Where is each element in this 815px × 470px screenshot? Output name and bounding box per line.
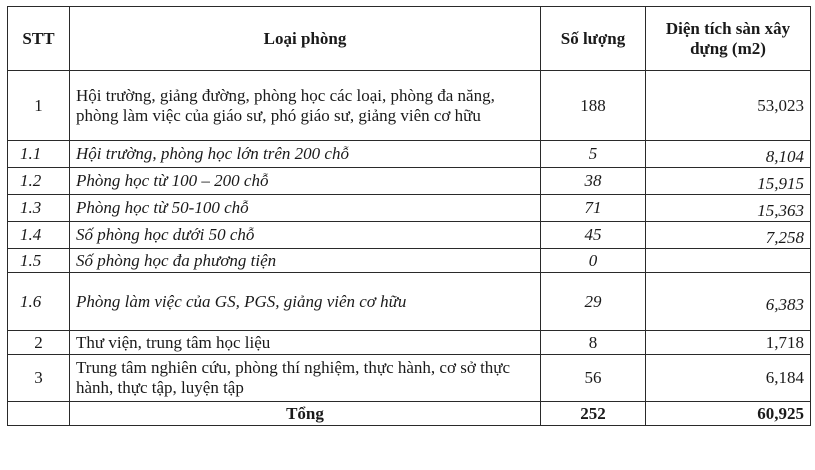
row-room-type: Hội trường, giảng đường, phòng học các loại, phòng đa năng, phòng làm việc của giáo sư, phó giáo sư, giảng viên cơ hữu (70, 71, 541, 141)
header-room-type: Loại phòng (70, 7, 541, 71)
row-stt: 1 (8, 71, 70, 141)
row-room-type: Hội trường, phòng học lớn trên 200 chỗ (70, 141, 541, 168)
row-stt: 1.3 (8, 195, 70, 222)
row-floor-area: 15,363 (646, 195, 811, 222)
row-quantity: 188 (541, 71, 646, 141)
row-room-type: Phòng học từ 100 – 200 chỗ (70, 168, 541, 195)
row-room-type: Số phòng học dưới 50 chỗ (70, 222, 541, 249)
row-floor-area: 53,023 (646, 71, 811, 141)
row-floor-area: 6,383 (646, 273, 811, 331)
row-room-type: Phòng làm việc của GS, PGS, giảng viên cơ hữu (70, 273, 541, 331)
table-row (8, 71, 811, 141)
total-floor-area: 60,925 (646, 402, 811, 426)
row-quantity: 5 (541, 141, 646, 168)
row-floor-area (646, 249, 811, 273)
row-quantity: 8 (541, 331, 646, 355)
facilities-table (7, 6, 811, 426)
row-stt: 1.6 (8, 273, 70, 331)
header-stt: STT (8, 7, 70, 71)
row-room-type: Thư viện, trung tâm học liệu (70, 331, 541, 355)
table-row (8, 249, 811, 273)
row-floor-area: 15,915 (646, 168, 811, 195)
table-row (8, 195, 811, 222)
row-stt: 2 (8, 331, 70, 355)
row-quantity: 29 (541, 273, 646, 331)
table-row (8, 222, 811, 249)
total-quantity: 252 (541, 402, 646, 426)
table-row (8, 273, 811, 331)
total-row (8, 402, 811, 426)
row-room-type: Trung tâm nghiên cứu, phòng thí nghiệm, thực hành, cơ sở thực hành, thực tập, luyện tập (70, 355, 541, 402)
row-room-type: Phòng học từ 50-100 chỗ (70, 195, 541, 222)
row-floor-area: 1,718 (646, 331, 811, 355)
total-stt (8, 402, 70, 426)
row-stt: 1.2 (8, 168, 70, 195)
row-floor-area: 8,104 (646, 141, 811, 168)
table-row (8, 141, 811, 168)
header-quantity: Số lượng (541, 7, 646, 71)
row-stt: 3 (8, 355, 70, 402)
row-floor-area: 7,258 (646, 222, 811, 249)
row-stt: 1.1 (8, 141, 70, 168)
row-quantity: 45 (541, 222, 646, 249)
table-row (8, 168, 811, 195)
table-header-row (8, 7, 811, 71)
row-room-type: Số phòng học đa phương tiện (70, 249, 541, 273)
row-quantity: 71 (541, 195, 646, 222)
table-row (8, 355, 811, 402)
row-floor-area: 6,184 (646, 355, 811, 402)
row-stt: 1.4 (8, 222, 70, 249)
row-quantity: 0 (541, 249, 646, 273)
row-stt: 1.5 (8, 249, 70, 273)
total-label: Tổng (70, 402, 541, 426)
table-row (8, 331, 811, 355)
row-quantity: 38 (541, 168, 646, 195)
row-quantity: 56 (541, 355, 646, 402)
header-floor-area: Diện tích sàn xây dựng (m2) (646, 7, 811, 71)
